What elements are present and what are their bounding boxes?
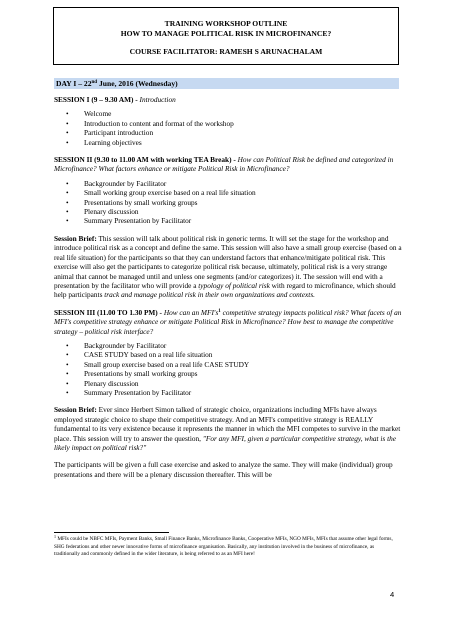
main-content — [54, 95, 404, 487]
session2-brief: Session Brief: This session will talk about political risk in generic terms. It will set the stage for the workshop and introduce political risk as a concept and define the same. This session will also have a small group exercise (based on a real life situation) for the participants so that they can understand factors that enhance/mitigate political risk. This exercise will also get the participants to categorize political risk because, ultimately, political risk is a very strange animal that cannot be managed until and unless one segments (and/or categorizes) it. The session will end with a presentation by the facilitator who will provide a typology of political risk with regard to microfinance, which should help participants track and manage political risk in their own organizations and contexts. — [54, 233, 402, 300]
footnote-ref[interactable]: 1 — [218, 308, 221, 314]
session2-subtitle: How can Political Risk be defined and categorized in Microfinance? What factors enhance or mitigate Political Risk in Microfinance? — [54, 155, 394, 174]
session3-paragraph: The participants will be given a full case exercise and asked to analyze the same. They will make (individual) group presentations and there will be a plenary discussion thereafter. This will be — [54, 460, 393, 479]
session2-list — [54, 179, 404, 226]
bullet-icon: • — [66, 178, 69, 188]
footnote-divider — [54, 532, 169, 533]
list-item: • Presentations by small working groups — [66, 197, 198, 207]
header-facilitator: COURSE FACILITATOR: RAMESH S ARUNACHALAM — [129, 47, 323, 57]
header-box — [53, 7, 399, 65]
list-item: • CASE STUDY based on a real life situation — [66, 350, 213, 360]
session3-title: SESSION III (11.00 TO 1.30 PM) - — [54, 307, 164, 317]
list-item: • Plenary discussion — [66, 207, 139, 217]
list-item: • Backgrounder by Facilitator — [66, 178, 167, 188]
list-item: • Backgrounder by Facilitator — [66, 340, 167, 350]
bullet-icon: • — [66, 378, 69, 388]
session2-brief-label: Session Brief: — [54, 233, 97, 243]
footnote — [54, 536, 400, 559]
day-suffix: June, 2016 (Wednesday) — [97, 79, 178, 88]
session1-title: SESSION I (9 – 9.30 AM) - — [54, 95, 140, 104]
session3-heading: SESSION III (11.00 TO 1.30 PM) - How can an $MFI's^1$ competitive strategy impacts political risk? What facets of an MFI's competitive strategy enhance or mitigate Political Risk in Microfinance? How best to manage the competitive strategy – political risk interface? — [54, 307, 402, 336]
session3-brief: Session Brief: Ever since Herbert Simon talked of strategic choice, organizations including MFIs have always employed strategic choice to shape their competitive strategy. And an MFI's competitive strategy is REALLY fundamental to its very existence because it represents the manner in which the MFI competes to survive in the market place. This session will try to answer the question, "For any MFI, given a particular competitive strategy, what is the likely impact on political risk?" — [54, 405, 401, 452]
day-heading — [54, 78, 399, 89]
session3-subtitle: How can an MFI's — [163, 307, 219, 317]
footnote-number: 1 — [54, 534, 56, 539]
footnote-text: MFIs could be NBFC MFIs, Payment Banks, Small Finance Banks, Microfinance Banks, Cooperative MFIs, NGO MFIs, MFIs that assume other legal forms, SHG federations and other newer innovative forms of microfinance organisation. Basically, any institution involved in the business of microfinance, as traditionally and commonly defined in the wider literature, is being referred to as an MFI here! — [54, 536, 393, 558]
list-item: • Small working group exercise based on a real life situation — [66, 188, 256, 198]
list-item: • Summary Presentation by Facilitator — [66, 387, 192, 397]
list-item: • Small group exercise based on a real life CASE STUDY — [66, 359, 250, 369]
list-item: • Participant introduction — [66, 128, 154, 138]
list-item: • Presentations by small working groups — [66, 369, 198, 379]
bullet-icon: • — [66, 188, 69, 198]
list-item: • Introduction to content and format of the workshop — [66, 118, 234, 128]
session3-brief-label: Session Brief: — [54, 405, 97, 415]
bullet-icon: • — [66, 128, 69, 138]
list-item: • Summary Presentation by Facilitator — [66, 216, 192, 226]
session1-heading — [54, 95, 404, 104]
header-title: TRAINING WORKSHOP OUTLINE — [164, 19, 288, 28]
bullet-icon: • — [66, 359, 69, 369]
session2-title: SESSION II (9.30 to 11.00 AM with working TEA Break) - — [54, 155, 238, 165]
list-item: • Plenary discussion — [66, 378, 139, 388]
bullet-icon: • — [66, 197, 69, 207]
bullet-icon: • — [66, 109, 69, 119]
page-number: 4 — [390, 590, 395, 599]
bullet-icon: • — [66, 118, 69, 128]
bullet-icon: • — [66, 387, 69, 397]
session1-subtitle: Introduction — [139, 95, 176, 104]
list-item: • Welcome — [66, 109, 112, 119]
day-ordinal: nd — [91, 80, 98, 85]
header-subtitle: HOW TO MANAGE POLITICAL RISK IN MICROFINANCE? — [120, 28, 332, 38]
bullet-icon: • — [66, 340, 69, 350]
bullet-icon: • — [66, 207, 69, 217]
session3-list — [54, 341, 404, 397]
bullet-icon: • — [66, 369, 69, 379]
day-prefix: DAY I – 22 — [56, 79, 92, 88]
bullet-icon: • — [66, 137, 69, 147]
session2-heading — [54, 155, 404, 174]
bullet-icon: • — [66, 350, 69, 360]
bullet-icon: • — [66, 216, 69, 226]
session1-list — [54, 109, 404, 147]
list-item: • Learning objectives — [66, 137, 142, 147]
